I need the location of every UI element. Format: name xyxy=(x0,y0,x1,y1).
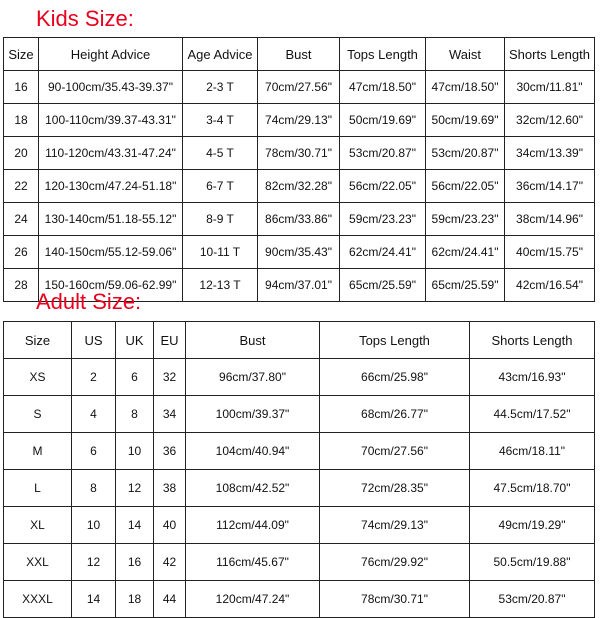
table-cell: 36cm/14.17" xyxy=(505,170,595,203)
table-cell: 49cm/19.29" xyxy=(470,507,595,544)
table-cell: 47cm/18.50" xyxy=(426,71,505,104)
table-cell: 10 xyxy=(116,433,154,470)
table-cell: 4-5 T xyxy=(183,137,258,170)
table-cell: XL xyxy=(4,507,72,544)
table-row xyxy=(4,71,595,104)
table-cell: 8-9 T xyxy=(183,203,258,236)
table-cell: 18 xyxy=(116,581,154,618)
table-cell: 34 xyxy=(154,396,186,433)
table-cell: 100-110cm/39.37-43.31" xyxy=(39,104,183,137)
table-cell: 116cm/45.67" xyxy=(186,544,320,581)
table-cell: 44.5cm/17.52" xyxy=(470,396,595,433)
table-cell: 86cm/33.86" xyxy=(258,203,340,236)
table-cell: 12-13 T xyxy=(183,269,258,302)
table-row xyxy=(4,104,595,137)
table-row xyxy=(4,170,595,203)
table-cell: 82cm/32.28" xyxy=(258,170,340,203)
table-cell: 2-3 T xyxy=(183,71,258,104)
table-cell: 42 xyxy=(154,544,186,581)
table-cell: 62cm/24.41" xyxy=(340,236,426,269)
table-cell: 43cm/16.93" xyxy=(470,359,595,396)
table-cell: 8 xyxy=(116,396,154,433)
table-cell: 14 xyxy=(116,507,154,544)
table-cell: 94cm/37.01" xyxy=(258,269,340,302)
table-cell: 140-150cm/55.12-59.06" xyxy=(39,236,183,269)
table-cell: 74cm/29.13" xyxy=(320,507,470,544)
table-row xyxy=(4,359,595,396)
table-cell: 20 xyxy=(4,137,39,170)
table-cell: 70cm/27.56" xyxy=(258,71,340,104)
table-cell: L xyxy=(4,470,72,507)
table-cell: 44 xyxy=(154,581,186,618)
table-cell: 6 xyxy=(72,433,116,470)
table-row xyxy=(4,137,595,170)
table-cell: 32cm/12.60" xyxy=(505,104,595,137)
table-cell: 120-130cm/47.24-51.18" xyxy=(39,170,183,203)
kids-header-waist: Waist xyxy=(426,38,505,71)
table-cell: 53cm/20.87" xyxy=(340,137,426,170)
kids-size-table xyxy=(3,37,595,302)
table-row xyxy=(4,236,595,269)
adult-header-uk: UK xyxy=(116,322,154,359)
adult-header-shorts-length: Shorts Length xyxy=(470,322,595,359)
adult-size-table xyxy=(3,321,595,618)
table-cell: 78cm/30.71" xyxy=(320,581,470,618)
table-cell: 68cm/26.77" xyxy=(320,396,470,433)
table-cell: 47.5cm/18.70" xyxy=(470,470,595,507)
adult-header-eu: EU xyxy=(154,322,186,359)
table-row xyxy=(4,470,595,507)
table-cell: 3-4 T xyxy=(183,104,258,137)
table-cell: S xyxy=(4,396,72,433)
table-cell: 78cm/30.71" xyxy=(258,137,340,170)
table-cell: 14 xyxy=(72,581,116,618)
adult-header-size: Size xyxy=(4,322,72,359)
table-cell: 47cm/18.50" xyxy=(340,71,426,104)
table-row xyxy=(4,433,595,470)
table-cell: 96cm/37.80" xyxy=(186,359,320,396)
table-cell: 12 xyxy=(116,470,154,507)
kids-header-size: Size xyxy=(4,38,39,71)
adult-size-title: Adult Size: xyxy=(36,289,142,314)
kids-header-age-advice: Age Advice xyxy=(183,38,258,71)
table-cell: 36 xyxy=(154,433,186,470)
table-cell: 70cm/27.56" xyxy=(320,433,470,470)
table-cell: 59cm/23.23" xyxy=(426,203,505,236)
table-cell: 50cm/19.69" xyxy=(340,104,426,137)
table-cell: 26 xyxy=(4,236,39,269)
table-cell: 100cm/39.37" xyxy=(186,396,320,433)
table-cell: 18 xyxy=(4,104,39,137)
table-cell: 8 xyxy=(72,470,116,507)
table-cell: XXL xyxy=(4,544,72,581)
table-cell: 40cm/15.75" xyxy=(505,236,595,269)
table-cell: 90-100cm/35.43-39.37" xyxy=(39,71,183,104)
table-cell: 50cm/19.69" xyxy=(426,104,505,137)
table-cell: 90cm/35.43" xyxy=(258,236,340,269)
table-cell: XXXL xyxy=(4,581,72,618)
table-cell: 22 xyxy=(4,170,39,203)
table-cell: 4 xyxy=(72,396,116,433)
table-cell: 10-11 T xyxy=(183,236,258,269)
table-cell: 16 xyxy=(4,71,39,104)
table-cell: 150-160cm/59.06-62.99" xyxy=(39,269,183,302)
table-row xyxy=(4,581,595,618)
table-cell: 40 xyxy=(154,507,186,544)
kids-header-row xyxy=(4,38,595,71)
table-cell: 12 xyxy=(72,544,116,581)
table-cell: 6-7 T xyxy=(183,170,258,203)
table-cell: 30cm/11.81" xyxy=(505,71,595,104)
table-cell: M xyxy=(4,433,72,470)
table-cell: 65cm/25.59" xyxy=(426,269,505,302)
adult-header-row xyxy=(4,322,595,359)
table-cell: 16 xyxy=(116,544,154,581)
table-cell: 50.5cm/19.88" xyxy=(470,544,595,581)
table-cell: 34cm/13.39" xyxy=(505,137,595,170)
table-cell: 72cm/28.35" xyxy=(320,470,470,507)
table-cell: 53cm/20.87" xyxy=(470,581,595,618)
table-row xyxy=(4,396,595,433)
table-cell: 42cm/16.54" xyxy=(505,269,595,302)
kids-size-title: Kids Size: xyxy=(36,6,134,31)
table-cell: 38cm/14.96" xyxy=(505,203,595,236)
table-cell: 120cm/47.24" xyxy=(186,581,320,618)
table-cell: 62cm/24.41" xyxy=(426,236,505,269)
table-cell: 65cm/25.59" xyxy=(340,269,426,302)
kids-header-shorts-length: Shorts Length xyxy=(505,38,595,71)
adult-header-bust: Bust xyxy=(186,322,320,359)
table-cell: 74cm/29.13" xyxy=(258,104,340,137)
table-cell: 66cm/25.98" xyxy=(320,359,470,396)
table-cell: 110-120cm/43.31-47.24" xyxy=(39,137,183,170)
table-cell: 53cm/20.87" xyxy=(426,137,505,170)
table-cell: 112cm/44.09" xyxy=(186,507,320,544)
adult-header-tops-length: Tops Length xyxy=(320,322,470,359)
table-cell: 10 xyxy=(72,507,116,544)
table-cell: 56cm/22.05" xyxy=(426,170,505,203)
table-cell: 130-140cm/51.18-55.12" xyxy=(39,203,183,236)
adult-table-body xyxy=(4,359,595,618)
table-cell: XS xyxy=(4,359,72,396)
kids-header-bust: Bust xyxy=(258,38,340,71)
table-cell: 2 xyxy=(72,359,116,396)
kids-header-height-advice: Height Advice xyxy=(39,38,183,71)
adult-header-us: US xyxy=(72,322,116,359)
table-row xyxy=(4,507,595,544)
table-cell: 104cm/40.94" xyxy=(186,433,320,470)
kids-table-body xyxy=(4,71,595,302)
kids-header-tops-length: Tops Length xyxy=(340,38,426,71)
table-cell: 56cm/22.05" xyxy=(340,170,426,203)
table-row xyxy=(4,544,595,581)
table-cell: 6 xyxy=(116,359,154,396)
table-cell: 46cm/18.11" xyxy=(470,433,595,470)
table-cell: 108cm/42.52" xyxy=(186,470,320,507)
table-cell: 76cm/29.92" xyxy=(320,544,470,581)
table-cell: 59cm/23.23" xyxy=(340,203,426,236)
table-row xyxy=(4,203,595,236)
table-cell: 32 xyxy=(154,359,186,396)
table-cell: 28 xyxy=(4,269,39,302)
table-cell: 24 xyxy=(4,203,39,236)
table-cell: 38 xyxy=(154,470,186,507)
